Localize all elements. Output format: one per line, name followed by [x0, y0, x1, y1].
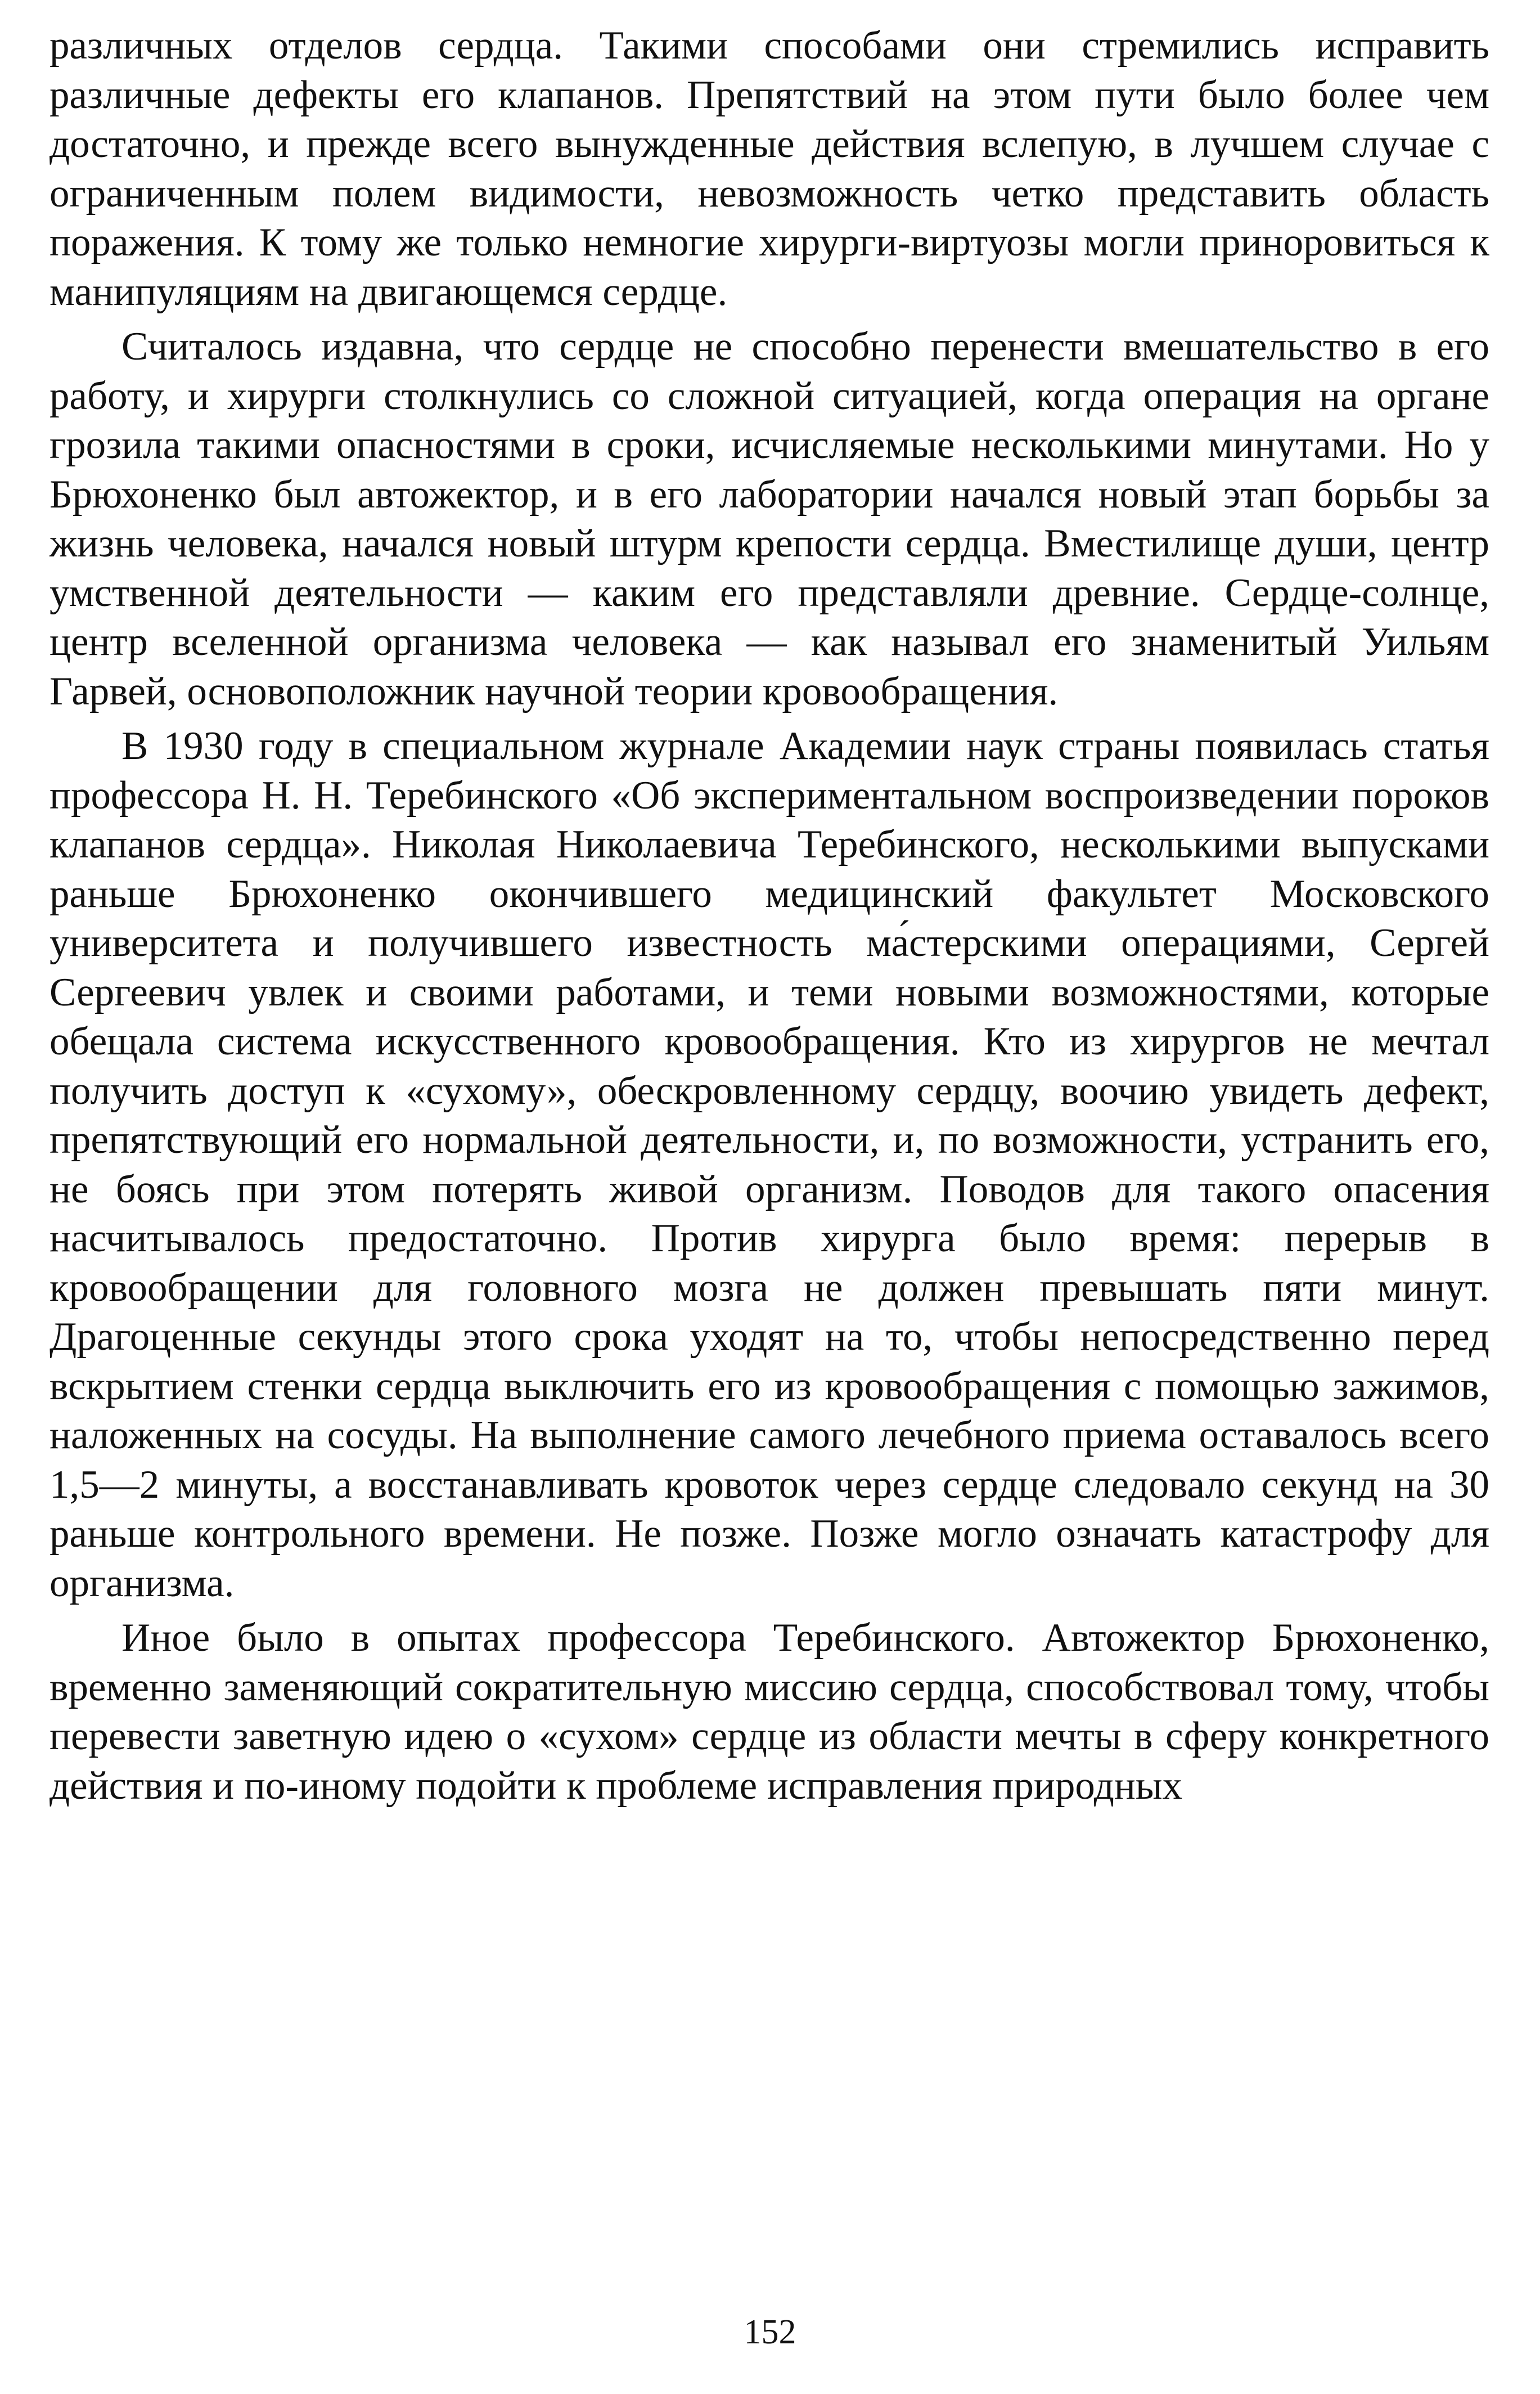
paragraph-2: Считалось издавна, что сердце не способно перенести вмешательство в его работу, и хирурги столкнулись со сложной ситуацией, когда операция на органе грозила такими опасностями в сроки, исчисляемые несколькими минутами. Но у Брюхоненко был автожектор, и в его лаборатории начался новый этап борьбы за жизнь человека, начался новый штурм крепости сердца. Вместилище души, центр умственной деятельности — каким его представляли древние. Сердце-солнце, центр вселенной организма человека — как называл его знаменитый Уильям Гарвей, основоположник научной теории кровообращения. [49, 325, 1489, 713]
body-text [49, 21, 1489, 1811]
page-number: 152 [744, 2313, 796, 2351]
paragraph-3: В 1930 году в специальном журнале Академии наук страны появилась статья профессора Н. Н. Теребинского «Об экспериментальном воспроизведении пороков клапанов сердца». Николая Николаевича Теребинского, несколькими выпусками раньше Брюхоненко окончившего медицинский факультет Московского университета и получившего известность ма́стерскими операциями, Сергей Сергеевич увлек и своими работами, и теми новыми возможностями, которые обещала система искусственного кровообращения. Кто из хирургов не мечтал получить доступ к «сухому», обескровленному сердцу, воочию увидеть дефект, препятствующий его нормальной деятельности, и, по возможности, устранить его, не боясь при этом потерять живой организм. Поводов для такого опасения насчитывалось предостаточно. Против хирурга было время: перерыв в кровообращении для головного мозга не должен превышать пяти минут. Драгоценные секунды этого срока уходят на то, чтобы непосредственно перед вскрытием стенки сердца выключить его из кровообращения с помощью зажимов, наложенных на сосуды. На выполнение самого лечебного приема оставалось всего 1,5—2 минуты, а восстанавливать кровоток через сердце следовало секунд на 30 раньше контрольного времени. Не позже. Позже могло означать катастрофу для организма. [49, 724, 1489, 1605]
paragraph-4: Иное было в опытах профессора Теребинского. Автожектор Брюхоненко, временно заменяющий сократительную миссию сердца, способствовал тому, чтобы перевести заветную идею о «сухом» сердце из области мечты в сферу конкретного действия и по-иному подойти к проблеме исправления природных [49, 1616, 1489, 1808]
paragraph-1: различных отделов сердца. Такими способами они стремились исправить различные дефекты его клапанов. Препятствий на этом пути было более чем достаточно, и прежде всего вынужденные действия вслепую, в лучшем случае с ограниченным полем видимости, невозможность четко представить область поражения. К тому же только немногие хирурги-виртуозы могли приноровиться к манипуляциям на двигающемся сердце. [49, 24, 1489, 314]
